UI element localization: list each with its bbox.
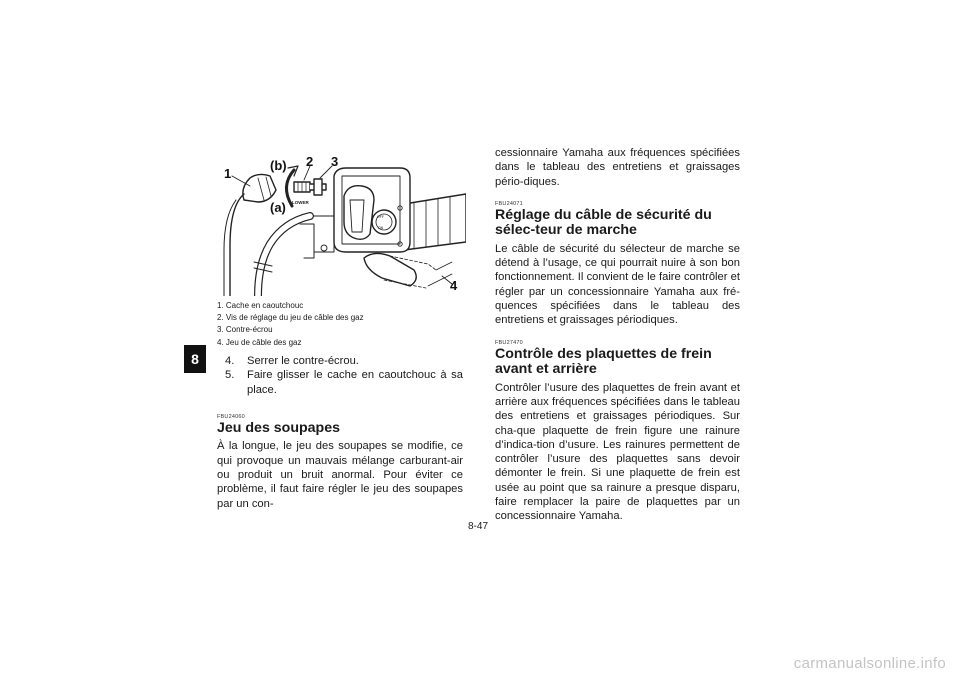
rubber-cover — [243, 174, 276, 202]
callout-3: 3 — [331, 154, 339, 169]
section-code: FBU27470 — [495, 339, 523, 346]
watermark: carmanualsonline.info — [793, 655, 946, 672]
chapter-tab: 8 — [184, 345, 206, 373]
callout-1: 1 — [224, 166, 232, 181]
callout-b: (b) — [270, 158, 287, 173]
callout-a: (a) — [270, 200, 286, 215]
continuation-paragraph: cessionnaire Yamaha aux fréquences spécifiées dans le tableau des entretiens et graissages pério-diques. — [495, 147, 740, 188]
throttle-cable — [230, 194, 244, 296]
right-column — [495, 146, 740, 524]
figure-captions — [217, 300, 364, 349]
step-text: Serrer le contre-écrou. — [247, 355, 359, 367]
step-item — [217, 368, 463, 397]
throttle-figure-svg — [214, 146, 466, 296]
left-column — [217, 354, 463, 511]
throttle-cable-illustration — [214, 146, 466, 296]
section-code: FBU24060 — [217, 413, 245, 420]
callout-4: 4 — [450, 278, 458, 293]
page-number: 8-47 — [468, 521, 489, 532]
lower-label: LOWER — [292, 200, 309, 205]
locknut — [314, 179, 322, 195]
off-label: OFF — [377, 215, 384, 219]
section-title: Jeu des soupapes — [217, 419, 341, 436]
procedure-steps — [217, 354, 463, 397]
on-label: ON — [378, 226, 384, 230]
section-title: Réglage du câble de sécurité du sélec-teur de marche — [495, 206, 712, 239]
section-body: À la longue, le jeu des soupapes se modifie, ce qui provoque un mauvais mélange carburant-air ou produit un bruit anormal. Pour éviter ce problème, il faut faire régler le jeu des soupapes par un con- — [217, 440, 463, 510]
section-title: Contrôle des plaquettes de frein avant et arrière — [495, 345, 712, 378]
section-code: FBU24071 — [495, 200, 523, 207]
section-body: Le câble de sécurité du sélecteur de marche se détend à l’usage, ce qui pourrait nuire à son bon fonctionnement. Il convient de le faire contrôler et régler par un concessionnaire Yamaha aux fré-quences spécifiées dans le tableau des entretiens et graissages périodiques. — [495, 242, 740, 327]
step-number: 5. — [225, 369, 235, 382]
handlebar-grip — [404, 194, 466, 250]
caption-item: 3. Contre-écrou — [217, 325, 273, 335]
callout-2: 2 — [306, 154, 314, 169]
caption-item: 1. Cache en caoutchouc — [217, 301, 304, 310]
step-number: 4. — [225, 355, 235, 367]
caption-item: 4. Jeu de câble des gaz — [217, 337, 302, 347]
step-text: Faire glisser le cache en caoutchouc à sa place. — [247, 369, 463, 396]
section-body: Contrôler l’usure des plaquettes de frein avant et arrière aux fréquences spécifiées dans le tableau des entretiens et graissages périodiques. Sur cha-que plaquette de frein figure une rainure d’indica-tion d’usure. Les rainures permettent de contrôler l’usure des plaquettes sans devoir démonter le frein. Si une plaquette de frein est usée au point que sa rainure a presque disparu, faire remplacer la paire de plaquettes par un concessionnaire Yamaha. — [495, 381, 740, 523]
step-item — [217, 354, 463, 368]
caption-item: 2. Vis de réglage du jeu de câble des gaz — [217, 313, 364, 323]
